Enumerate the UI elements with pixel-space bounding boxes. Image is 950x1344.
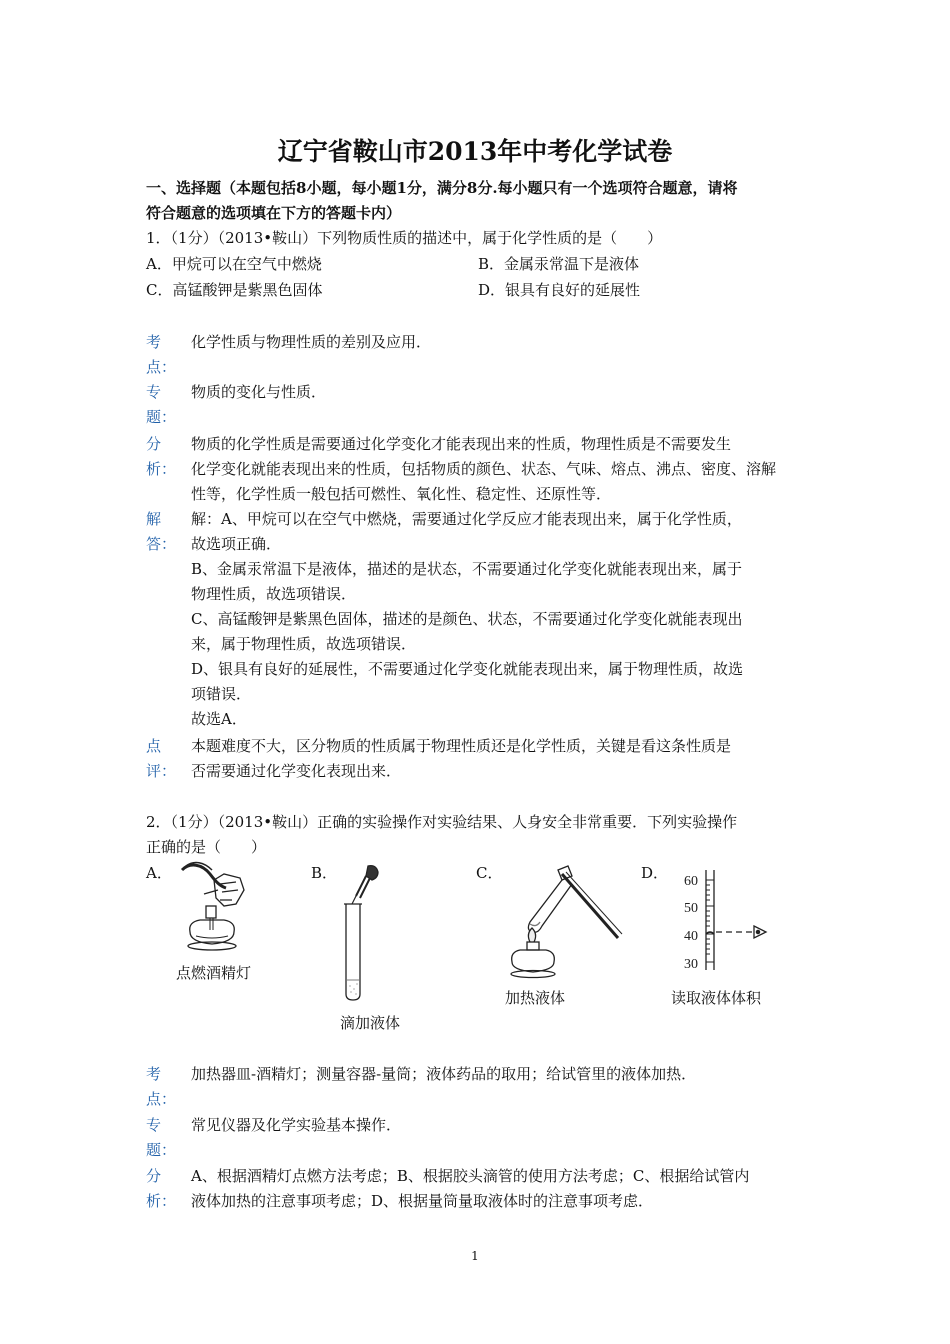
q2-fenxi-label-1: 分 bbox=[146, 1167, 162, 1185]
heating-test-tube-illustration bbox=[500, 862, 625, 982]
q1-fenxi-label-1: 分 bbox=[146, 435, 162, 453]
section-heading-line-1: 一、选择题（本题包括8小题，每小题1分，满分8分.每小题只有一个选项符合题意，请将 bbox=[146, 179, 738, 197]
q2-fenxi-line: 液体加热的注意事项考虑；D、根据量筒量取液体时的注意事项考虑． bbox=[191, 1192, 654, 1210]
q2-fig-c-caption: 加热液体 bbox=[505, 989, 566, 1007]
graduated-cylinder-reading-illustration bbox=[660, 862, 780, 982]
q2-fig-c-letter: C． bbox=[476, 864, 503, 882]
q2-zhuanti-text: 常见仪器及化学实验基本操作． bbox=[191, 1116, 402, 1134]
q2-kaodian-label-1: 考 bbox=[146, 1065, 162, 1083]
q1-jieda-label-1: 解 bbox=[146, 510, 162, 528]
q1-jieda-line: 项错误． bbox=[191, 685, 252, 703]
q2-stem-line-2: 正确的是（ ） bbox=[146, 838, 267, 856]
cylinder-tick-60: 60 bbox=[684, 874, 698, 889]
q2-zhuanti-label-1: 专 bbox=[146, 1116, 162, 1134]
q1-fenxi-line: 性等，化学性质一般包括可燃性、氧化性、稳定性、还原性等． bbox=[191, 485, 612, 503]
q2-kaodian-label-2: 点： bbox=[146, 1090, 177, 1108]
q1-zhuanti-label-2: 题： bbox=[146, 408, 177, 426]
q2-fig-a-letter: A． bbox=[146, 864, 172, 882]
q2-fig-a-caption: 点燃酒精灯 bbox=[176, 964, 252, 982]
q1-dianping-label-1: 点 bbox=[146, 737, 162, 755]
q1-jieda-line: 解：A、甲烷可以在空气中燃烧，需要通过化学反应才能表现出来，属于化学性质， bbox=[191, 510, 742, 528]
q1-option-b: B．金属汞常温下是液体 bbox=[478, 255, 640, 273]
q1-kaodian-text: 化学性质与物理性质的差别及应用． bbox=[191, 333, 432, 351]
q2-fenxi-label-2: 析： bbox=[146, 1192, 177, 1210]
q1-jieda-line: D、银具有良好的延展性，不需要通过化学变化就能表现出来，属于物理性质，故选 bbox=[191, 660, 744, 678]
dropper-and-test-tube-illustration bbox=[330, 862, 390, 1007]
cylinder-tick-30: 30 bbox=[684, 957, 698, 972]
q1-kaodian-label-2: 点： bbox=[146, 358, 177, 376]
q2-fig-d-caption: 读取液体体积 bbox=[671, 989, 762, 1007]
q1-dianping-line: 否需要通过化学变化表现出来． bbox=[191, 762, 402, 780]
document-title: 辽宁省鞍山市2013年中考化学试卷 bbox=[277, 137, 673, 166]
q2-fig-b-caption: 滴加液体 bbox=[340, 1014, 401, 1032]
cylinder-tick-50: 50 bbox=[684, 901, 698, 916]
q1-option-a: A．甲烷可以在空气中燃烧 bbox=[146, 255, 322, 273]
q2-fig-b-letter: B． bbox=[311, 864, 338, 882]
q1-jieda-line: 来，属于物理性质，故选项错误． bbox=[191, 635, 417, 653]
q1-option-d: D．银具有良好的延展性 bbox=[478, 281, 641, 299]
q2-fig-d-letter: D． bbox=[641, 864, 669, 882]
q2-kaodian-text: 加热器皿-酒精灯；测量容器-量筒；液体药品的取用；给试管里的液体加热． bbox=[191, 1065, 697, 1083]
q1-dianping-line: 本题难度不大，区分物质的性质属于物理性质还是化学性质，关键是看这条性质是 bbox=[191, 737, 732, 755]
q1-jieda-line: 故选项正确． bbox=[191, 535, 282, 553]
q2-fenxi-line: A、根据酒精灯点燃方法考虑；B、根据胶头滴管的使用方法考虑；C、根据给试管内 bbox=[191, 1167, 750, 1185]
section-heading-line-2: 符合题意的选项填在下方的答题卡内） bbox=[146, 204, 402, 222]
q1-jieda-label-2: 答： bbox=[146, 535, 177, 553]
q1-zhuanti-text: 物质的变化与性质． bbox=[191, 383, 327, 401]
q1-fenxi-label-2: 析： bbox=[146, 460, 177, 478]
page-number: 1 bbox=[471, 1249, 479, 1263]
q1-zhuanti-label-1: 专 bbox=[146, 383, 162, 401]
alcohol-lamp-lighting-illustration bbox=[170, 860, 270, 960]
q1-stem: 1．（1分）（2013•鞍山）下列物质性质的描述中，属于化学性质的是（ ） bbox=[146, 229, 663, 247]
q1-option-c: C．高锰酸钾是紫黑色固体 bbox=[146, 281, 323, 299]
q1-jieda-line: 物理性质，故选项错误． bbox=[191, 585, 357, 603]
q1-dianping-label-2: 评： bbox=[146, 762, 177, 780]
q1-fenxi-line: 化学变化就能表现出来的性质，包括物质的颜色、状态、气味、熔点、沸点、密度、溶解 bbox=[191, 460, 777, 478]
q2-zhuanti-label-2: 题： bbox=[146, 1141, 177, 1159]
q1-jieda-line: B、金属汞常温下是液体，描述的是状态，不需要通过化学变化就能表现出来，属于 bbox=[191, 560, 743, 578]
cylinder-tick-40: 40 bbox=[684, 929, 698, 944]
q1-jieda-line: 故选A． bbox=[191, 710, 247, 728]
q1-jieda-line: C、高锰酸钾是紫黑色固体，描述的是颜色、状态，不需要通过化学变化就能表现出 bbox=[191, 610, 743, 628]
q1-kaodian-label-1: 考 bbox=[146, 333, 162, 351]
q1-fenxi-line: 物质的化学性质是需要通过化学变化才能表现出来的性质，物理性质是不需要发生 bbox=[191, 435, 732, 453]
q2-stem-line-1: 2．（1分）（2013•鞍山）正确的实验操作对实验结果、人身安全非常重要．下列实验操作 bbox=[146, 813, 738, 831]
